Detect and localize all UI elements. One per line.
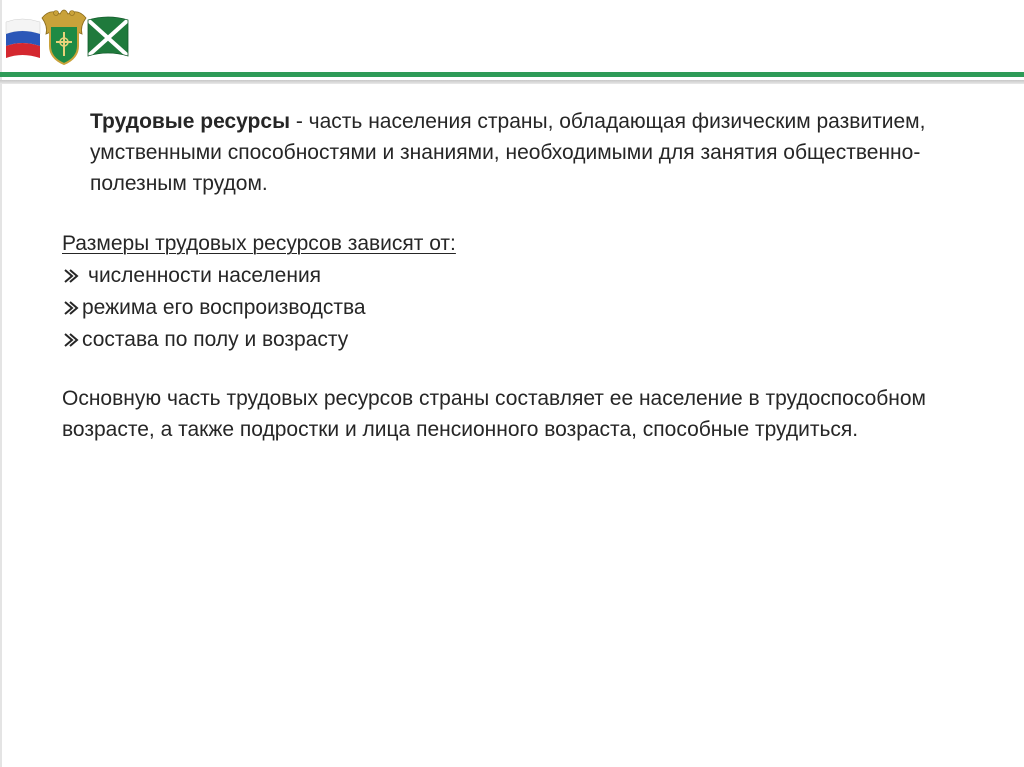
factor-item-label: режима его воспроизводства — [82, 296, 366, 319]
customs-flag-icon — [88, 17, 128, 56]
factor-item-label: численности населения — [88, 264, 322, 287]
summary-paragraph: Основную часть трудовых ресурсов страны составляет ее население в трудоспособном возрасте, а также подростки и лица пенсионного возраста, способные трудиться. — [62, 387, 926, 441]
list-item — [62, 324, 962, 356]
header-band-shadow — [0, 80, 1024, 84]
factors-section — [62, 228, 962, 356]
definition-paragraph — [90, 106, 950, 199]
factors-heading: Размеры трудовых ресурсов зависят от: — [62, 232, 456, 255]
eagle-shield-icon — [42, 10, 86, 64]
header-band — [0, 72, 1024, 77]
definition-text: - часть населения страны, обладающая физическим развитием, умственными способностями и знаниями, необходимыми для занятия общественно-полезным трудом. — [90, 110, 926, 195]
arrow-bullet-icon — [62, 298, 82, 318]
arrow-bullet-icon — [62, 266, 82, 286]
list-item — [62, 260, 962, 292]
factor-list — [62, 260, 962, 356]
arrow-bullet-icon — [62, 330, 82, 350]
definition-term: Трудовые ресурсы — [90, 110, 291, 133]
customs-emblem-logo — [4, 4, 136, 66]
slide-edge — [0, 0, 2, 767]
list-item — [62, 292, 962, 324]
russian-flag-icon — [6, 19, 40, 58]
factor-item-label: состава по полу и возрасту — [82, 328, 349, 351]
